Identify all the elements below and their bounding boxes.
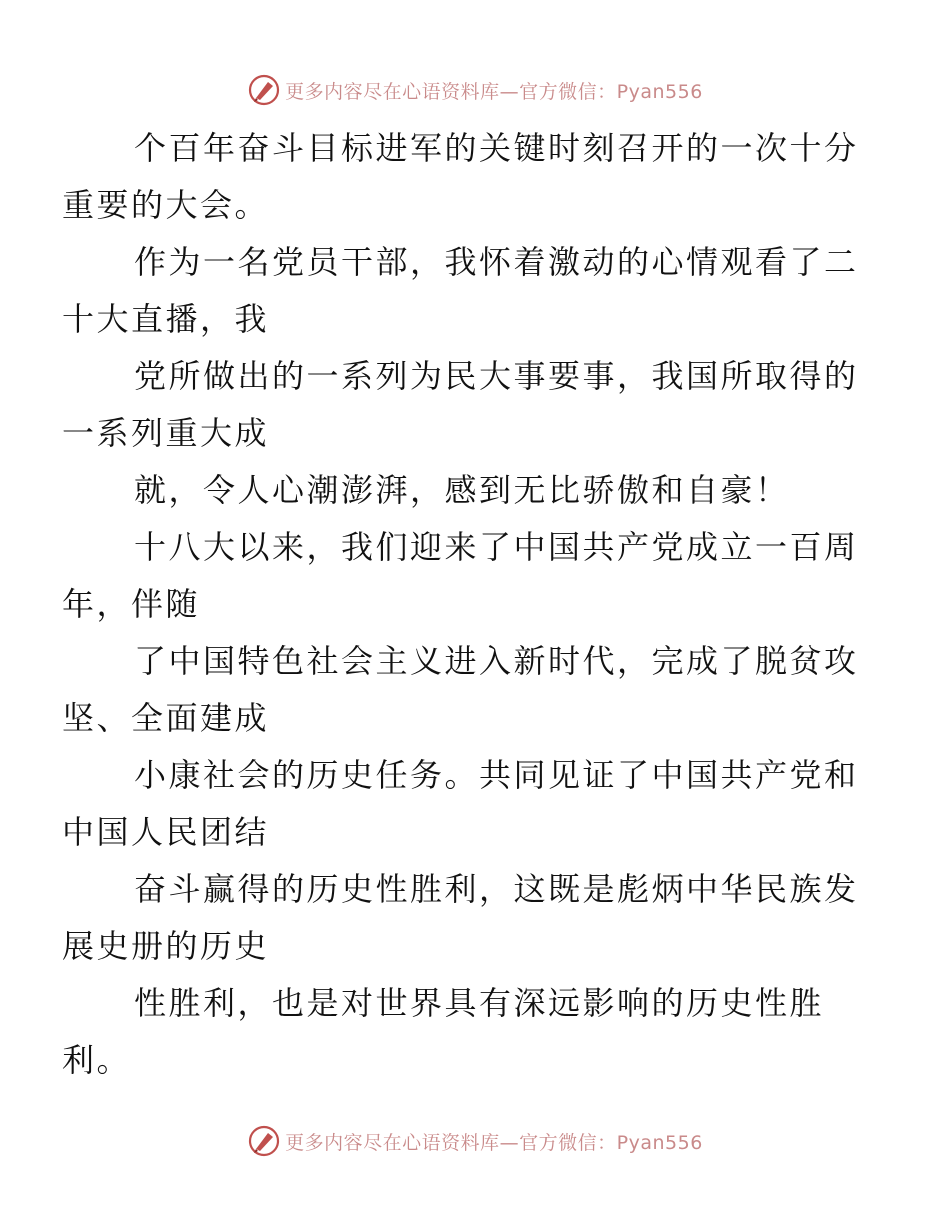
paragraph-2 [62,234,859,348]
paragraph-3-line-1: 党所做出的一系列为民大事要事，我国所取得的 [134,357,859,395]
footer-banner [0,1121,950,1161]
pen-nib-logo-icon [247,1124,281,1158]
paragraph-5 [62,519,859,633]
paragraph-5-line-2: 年，伴随 [62,585,201,623]
paragraph-2-line-2: 十大直播，我 [62,300,270,338]
paragraph-8-line-1: 奋斗赢得的历史性胜利，这既是彪炳中华民族发 [134,870,859,908]
paragraph-8 [62,861,859,975]
paragraph-4 [98,462,858,519]
footer-banner-text: 更多内容尽在心语资料库—官方微信：Pyan556 [285,1131,703,1154]
paragraph-3 [62,348,859,462]
paragraph-1 [62,120,859,234]
paragraph-9 [62,975,858,1089]
document-body [62,120,859,1089]
paragraph-6 [62,633,859,747]
pen-nib-logo-icon [247,73,281,107]
paragraph-2-line-1: 作为一名党员干部，我怀着激动的心情观看了二 [134,243,859,281]
paragraph-7-line-2: 中国人民团结 [62,813,270,851]
paragraph-6-line-1: 了中国特色社会主义进入新时代，完成了脱贫攻 [134,642,859,680]
paragraph-9-line-2: 利。 [62,1041,132,1079]
paragraph-5-line-1: 十八大以来，我们迎来了中国共产党成立一百周 [134,528,859,566]
paragraph-1-line-2: 重要的大会。 [62,186,270,224]
paragraph-8-line-2: 展史册的历史 [62,927,270,965]
header-banner [0,70,950,110]
paragraph-7-line-1: 小康社会的历史任务。共同见证了中国共产党和 [134,756,859,794]
paragraph-1-line-1: 个百年奋斗目标进军的关键时刻召开的一次十分 [134,129,859,167]
paragraph-6-line-2: 坚、全面建成 [62,699,270,737]
paragraph-9-line-1: 性胜利，也是对世界具有深远影响的历史性胜 [134,984,825,1022]
paragraph-7 [62,747,859,861]
paragraph-3-line-2: 一系列重大成 [62,414,270,452]
header-banner-text: 更多内容尽在心语资料库—官方微信：Pyan556 [285,80,703,103]
paragraph-4-line-1: 就，令人心潮澎湃，感到无比骄傲和自豪！ [134,471,790,509]
